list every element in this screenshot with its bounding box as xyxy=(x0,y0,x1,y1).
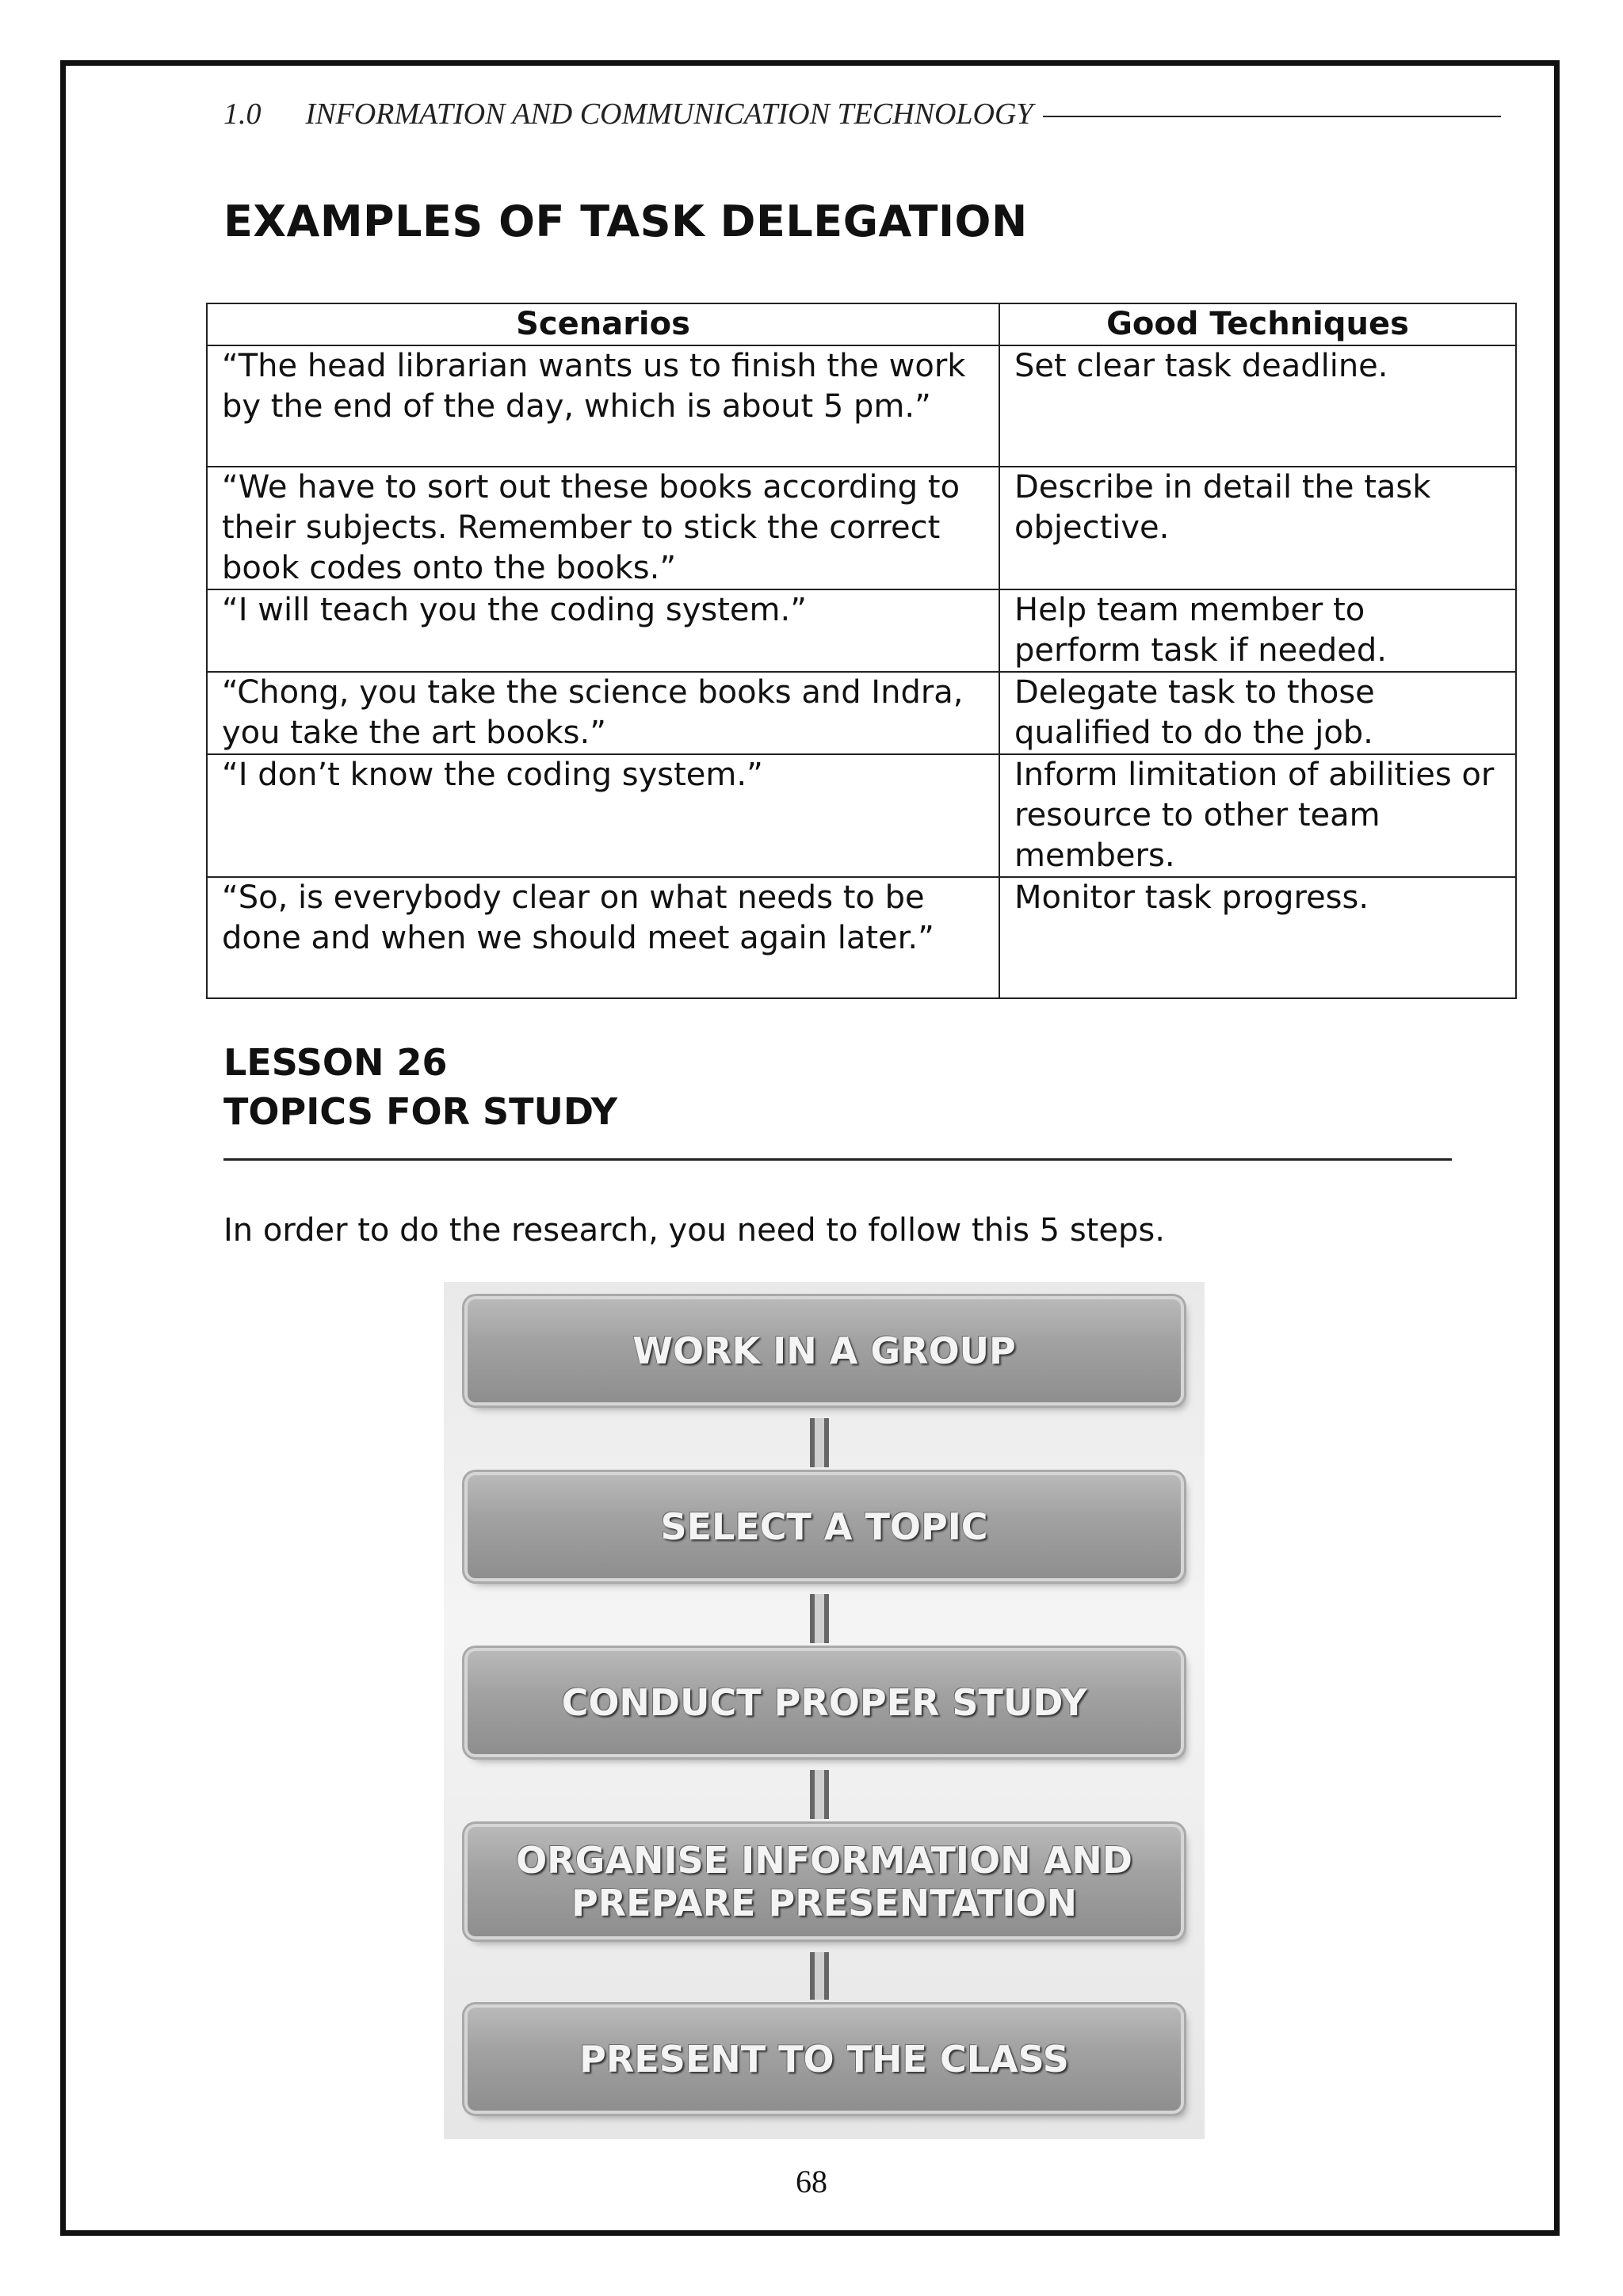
scenario-cell: “I will teach you the coding system.” xyxy=(207,589,999,672)
section-title: EXAMPLES OF TASK DELEGATION xyxy=(223,196,1028,246)
technique-cell: Help team member to perform task if needed. xyxy=(999,589,1516,672)
steps-flowchart xyxy=(444,1282,1205,2139)
table-row xyxy=(207,589,1516,672)
chapter-title: INFORMATION AND COMMUNICATION TECHNOLOGY xyxy=(305,97,1033,131)
lesson-title: TOPICS FOR STUDY xyxy=(223,1090,618,1133)
step-box: WORK IN A GROUP xyxy=(468,1299,1181,1402)
intro-text: In order to do the research, you need to follow this 5 steps. xyxy=(223,1212,1165,1249)
technique-cell: Inform limitation of abilities or resource to other team members. xyxy=(999,754,1516,877)
scenario-cell: “I don’t know the coding system.” xyxy=(207,754,999,877)
step-connector xyxy=(810,1418,829,1467)
header-rule xyxy=(1043,116,1501,117)
lesson-number: LESSON 26 xyxy=(223,1041,448,1084)
table-header-row xyxy=(207,303,1516,345)
page-number: 68 xyxy=(796,2164,827,2199)
table-row xyxy=(207,345,1516,467)
lesson-rule xyxy=(223,1158,1452,1161)
scenario-cell: “Chong, you take the science books and Indra, you take the art books.” xyxy=(207,672,999,754)
table-row xyxy=(207,877,1516,998)
table-row xyxy=(207,467,1516,589)
scenario-cell: “The head librarian wants us to finish the work by the end of the day, which is about 5 pm.” xyxy=(207,345,999,467)
table-row xyxy=(207,672,1516,754)
scenario-cell: “We have to sort out these books according to their subjects. Remember to stick the correct book codes onto the books.” xyxy=(207,467,999,589)
technique-cell: Delegate task to those qualified to do the job. xyxy=(999,672,1516,754)
chapter-number: 1.0 xyxy=(223,97,262,131)
step-box: SELECT A TOPIC xyxy=(468,1475,1181,1578)
scenario-cell: “So, is everybody clear on what needs to be done and when we should meet again later.” xyxy=(207,877,999,998)
lesson-heading xyxy=(223,1038,617,1136)
step-box: CONDUCT PROPER STUDY xyxy=(468,1651,1181,1754)
step-connector xyxy=(810,1770,829,1819)
step-connector xyxy=(810,1594,829,1643)
technique-cell: Set clear task deadline. xyxy=(999,345,1516,467)
step-box: PRESENT TO THE CLASS xyxy=(468,2008,1181,2111)
step-box: ORGANISE INFORMATION AND PREPARE PRESENTATION xyxy=(468,1827,1181,1936)
header-scenarios: Scenarios xyxy=(207,303,999,345)
technique-cell: Monitor task progress. xyxy=(999,877,1516,998)
header-good-techniques: Good Techniques xyxy=(999,303,1516,345)
delegation-table xyxy=(206,303,1517,999)
step-connector xyxy=(810,1952,829,2000)
running-head xyxy=(223,97,1501,132)
table-row xyxy=(207,754,1516,877)
technique-cell: Describe in detail the task objective. xyxy=(999,467,1516,589)
